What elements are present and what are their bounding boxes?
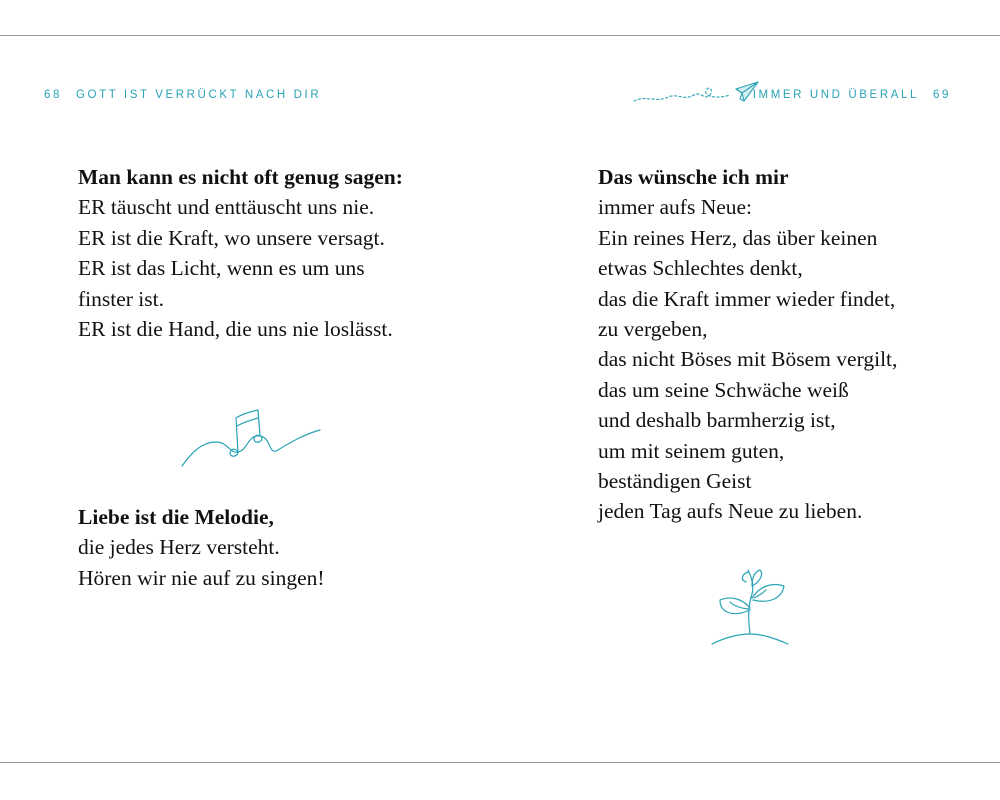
poem-line: das nicht Böses mit Bösem vergilt,: [598, 347, 898, 372]
left-stanza-2-heading: Liebe ist die Melodie,: [78, 505, 274, 529]
poem-line: das die Kraft immer wieder findet,: [598, 286, 896, 311]
left-running-title: GOTT IST VERRÜCKT NACH DIR: [76, 89, 322, 101]
poem-line: und deshalb barmherzig ist,: [598, 408, 836, 433]
poem-line: ER ist die Kraft, wo unsere versagt.: [78, 225, 385, 250]
left-page: [0, 36, 500, 762]
poem-line: ER ist das Licht, wenn es um uns: [78, 256, 365, 281]
poem-line: finster ist.: [78, 286, 164, 311]
music-note-icon: [178, 394, 326, 470]
sprout-icon: [708, 564, 792, 650]
paper-plane-icon: [632, 79, 760, 109]
right-running-head: [753, 89, 951, 101]
poem-line: Ein reines Herz, das über keinen: [598, 225, 878, 250]
poem-line: zu vergeben,: [598, 317, 708, 342]
right-page-number: 69: [933, 89, 951, 101]
poem-line: immer aufs Neue:: [598, 195, 753, 220]
book-spread: [0, 35, 1000, 763]
right-stanza-1-heading: Das wünsche ich mir: [598, 165, 789, 189]
left-page-number: 68: [44, 89, 62, 101]
poem-line: etwas Schlechtes denkt,: [598, 256, 803, 281]
poem-line: die jedes Herz versteht.: [78, 535, 280, 560]
poem-line: ER täuscht und enttäuscht uns nie.: [78, 195, 375, 220]
poem-line: um mit seinem guten,: [598, 438, 785, 463]
poem-line: beständigen Geist: [598, 469, 752, 494]
left-stanza-2: [78, 502, 325, 593]
poem-line: jeden Tag aufs Neue zu lieben.: [598, 499, 863, 524]
poem-line: Hören wir nie auf zu singen!: [78, 565, 325, 590]
right-page: [500, 36, 1000, 762]
left-stanza-1: [78, 162, 403, 344]
left-stanza-1-heading: Man kann es nicht oft genug sagen:: [78, 165, 403, 189]
left-running-head: [44, 89, 321, 101]
poem-line: das um seine Schwäche weiß: [598, 377, 849, 402]
right-stanza-1: [598, 162, 897, 527]
poem-line: ER ist die Hand, die uns nie loslässt.: [78, 317, 393, 342]
right-running-title: IMMER UND ÜBERALL: [752, 89, 919, 101]
